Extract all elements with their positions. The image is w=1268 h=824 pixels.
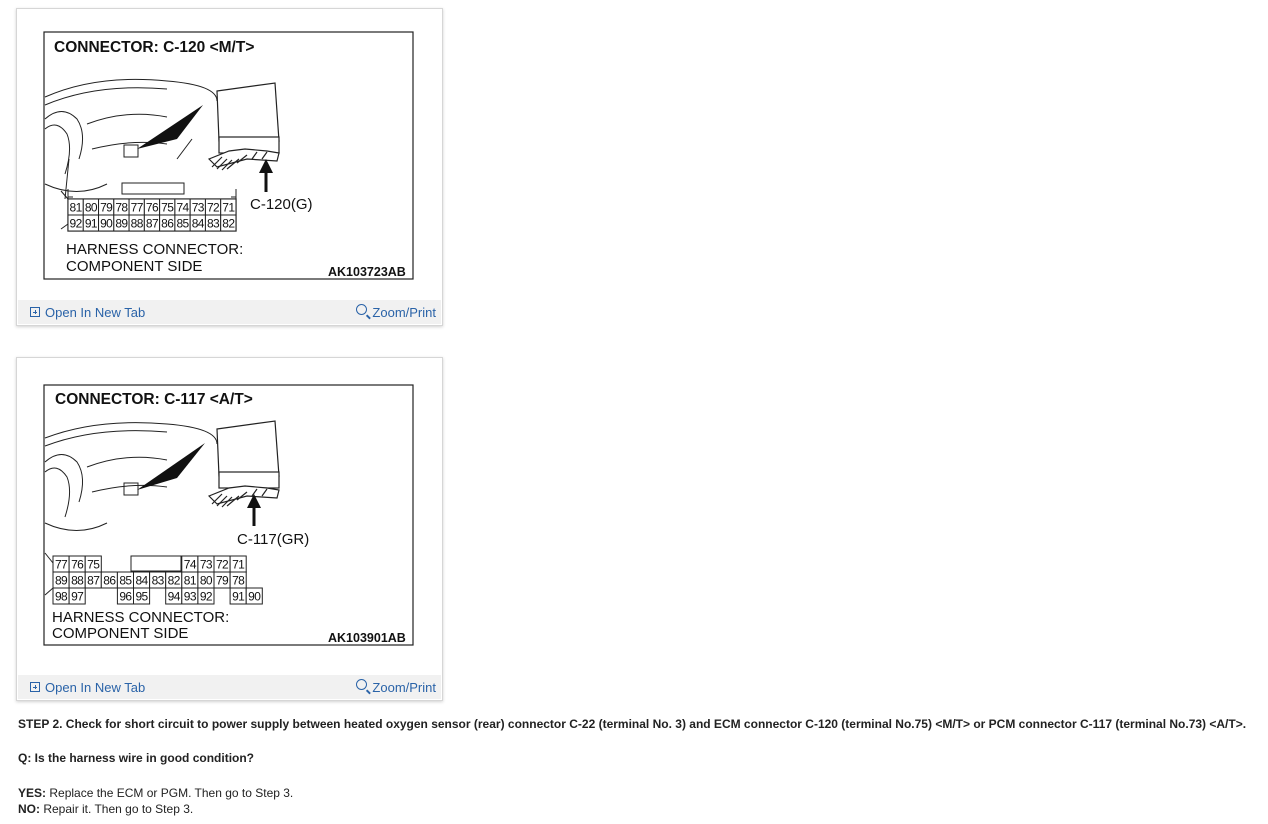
pin-number: 74 [176, 200, 189, 215]
pin-number: 73 [191, 200, 204, 215]
yes-text: Replace the ECM or PGM. Then go to Step 3. [46, 786, 294, 800]
pin-number: 86 [103, 573, 116, 588]
pin-number: 82 [222, 216, 235, 231]
pin-number: 85 [176, 216, 189, 231]
open-in-new-tab-link[interactable]: Open In New Tab [30, 305, 145, 320]
zoom-print-link[interactable]: Zoom/Print [356, 680, 436, 695]
connector-c117-diagram [17, 358, 442, 674]
pin-number: 82 [167, 573, 180, 588]
diagram-code: AK103723AB [328, 265, 406, 279]
pin-number: 85 [119, 573, 132, 588]
pin-number: 77 [130, 200, 143, 215]
pin-number: 72 [206, 200, 220, 215]
new-tab-icon [30, 307, 40, 317]
pin-number: 89 [54, 573, 68, 588]
pin-number: 98 [54, 589, 68, 604]
pin-number: 87 [87, 573, 100, 588]
yes-answer [18, 786, 293, 800]
pin-grid-c120 [68, 199, 236, 231]
diagram-card-c117 [16, 357, 443, 701]
no-text: Repair it. Then go to Step 3. [40, 802, 194, 816]
pin-number: 93 [183, 589, 196, 604]
open-in-new-tab-link[interactable]: Open In New Tab [30, 680, 145, 695]
component-side-label: COMPONENT SIDE [66, 258, 203, 275]
connector-callout: C-117(GR) [237, 531, 310, 548]
diagram-footer [18, 300, 441, 324]
pin-number: 87 [145, 216, 159, 231]
pin-number: 91 [84, 216, 97, 231]
pin-number: 92 [69, 216, 82, 231]
pin-number: 84 [191, 216, 204, 231]
component-side-label: COMPONENT SIDE [52, 625, 189, 642]
pin-number: 90 [100, 216, 113, 231]
pin-number: 89 [115, 216, 128, 231]
pin-number: 71 [222, 200, 235, 215]
zoom-icon [356, 679, 367, 690]
pin-number: 96 [119, 589, 132, 604]
pin-number: 80 [199, 573, 213, 588]
pin-number: 76 [71, 557, 84, 572]
pin-number: 95 [135, 589, 148, 604]
no-answer [18, 802, 193, 816]
diagram-title: CONNECTOR: C-117 <A/T> [55, 391, 253, 408]
pin-number: 83 [206, 216, 220, 231]
zoom-icon [356, 304, 367, 315]
zoom-print-link[interactable]: Zoom/Print [356, 305, 436, 320]
connector-callout: C-120(G) [250, 196, 313, 213]
pin-number: 71 [232, 557, 245, 572]
pin-number: 83 [151, 573, 164, 588]
harness-connector-label: HARNESS CONNECTOR: [66, 241, 244, 258]
ecu-module [209, 421, 279, 507]
pin-number: 97 [71, 589, 84, 604]
no-label: NO: [18, 802, 40, 816]
connector-c120-diagram [17, 9, 442, 299]
pin-number: 81 [69, 200, 82, 215]
pin-number: 88 [71, 573, 84, 588]
pin-number: 72 [215, 557, 229, 572]
pin-number: 76 [145, 200, 159, 215]
diagram-footer [18, 675, 441, 699]
harness-connector-label: HARNESS CONNECTOR: [52, 609, 230, 626]
question-text: Q: Is the harness wire in good condition? [18, 751, 255, 765]
pin-number: 79 [215, 573, 229, 588]
diagram-card-c120 [16, 8, 443, 326]
diagram-code: AK103901AB [328, 631, 406, 645]
ecu-module [209, 83, 279, 170]
pin-number: 92 [199, 589, 213, 604]
pin-number: 75 [87, 557, 100, 572]
pin-number: 91 [232, 589, 245, 604]
yes-label: YES: [18, 786, 47, 800]
pin-number: 86 [161, 216, 174, 231]
new-tab-icon [30, 682, 40, 692]
pin-number: 78 [115, 200, 128, 215]
pin-number: 84 [135, 573, 148, 588]
pin-number: 74 [183, 557, 196, 572]
pin-number: 77 [54, 557, 68, 572]
pin-number: 94 [167, 589, 180, 604]
pin-number: 75 [161, 200, 174, 215]
pin-number: 73 [199, 557, 213, 572]
pin-number: 88 [130, 216, 143, 231]
step-instruction: STEP 2. Check for short circuit to power supply between heated oxygen sensor (rear) connector C-22 (terminal No. 3) and ECM connector C-120 (terminal No.75) <M/T> or PCM connector C-117 (terminal No.73) <A/T>. [18, 717, 1247, 731]
diagram-title: CONNECTOR: C-120 <M/T> [54, 39, 255, 56]
pin-number: 81 [183, 573, 196, 588]
pin-number: 79 [100, 200, 113, 215]
pin-number: 78 [232, 573, 245, 588]
pin-number: 80 [84, 200, 97, 215]
pin-number: 90 [248, 589, 261, 604]
